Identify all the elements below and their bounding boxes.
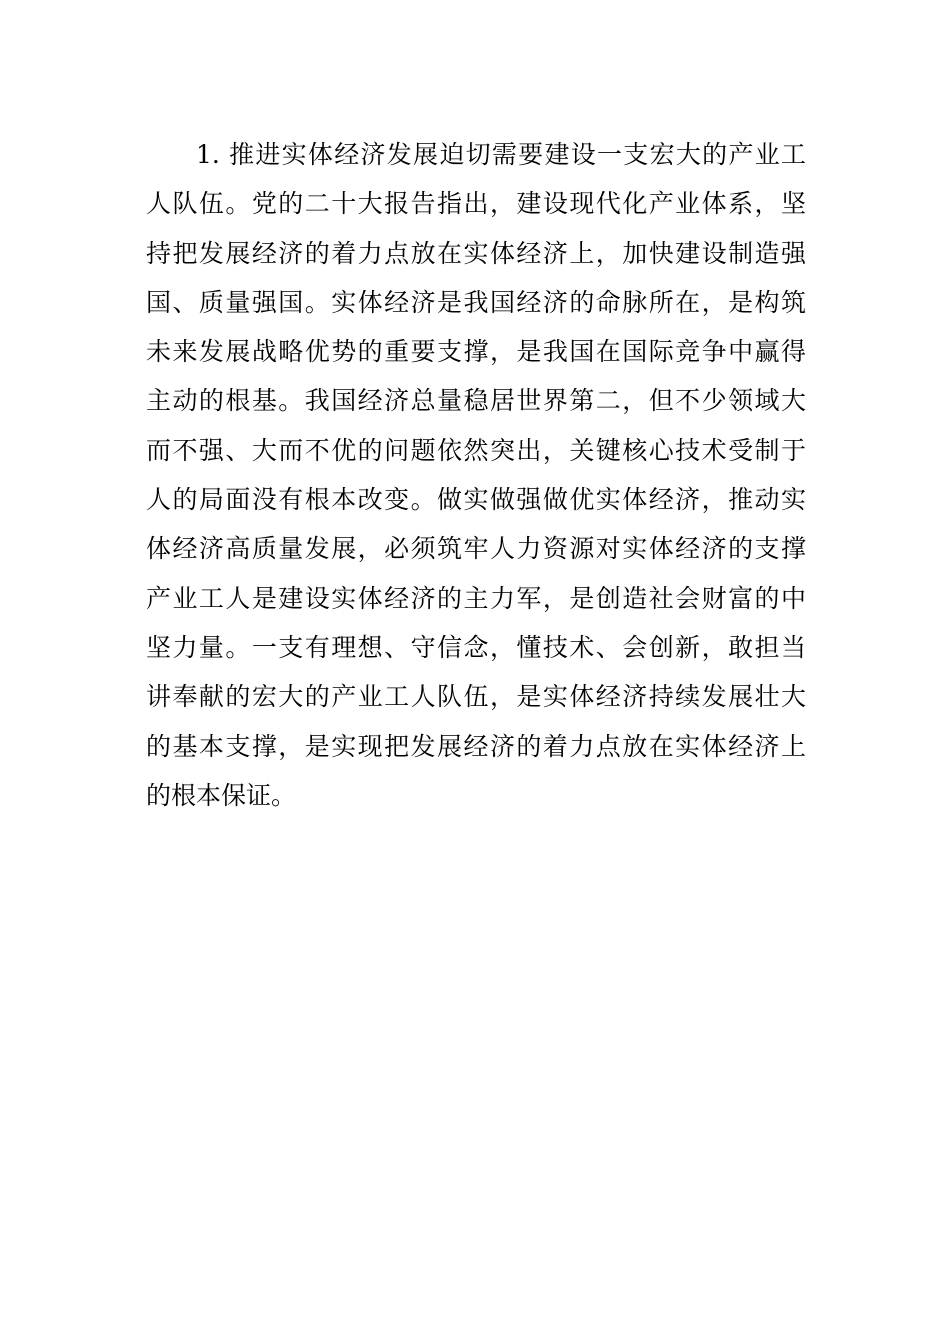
paragraph-line-5: 未来发展战略优势的重要支撑，是我国在国际竞争中赢得: [146, 337, 806, 367]
paragraph-line-13: 的基本支撑，是实现把发展经济的着力点放在实体经济上: [146, 731, 806, 761]
paragraph-line-8: 人的局面没有根本改变。做实做强做优实体经济，推动实: [146, 485, 806, 515]
paragraph-line-3: 持把发展经济的着力点放在实体经济上，加快建设制造强: [146, 238, 806, 268]
paragraph-line-6: 主动的根基。我国经济总量稳居世界第二，但不少领域大: [146, 386, 806, 416]
paragraph-line-12: 讲奉献的宏大的产业工人队伍，是实体经济持续发展壮大: [146, 682, 806, 712]
paragraph-line-2: 人队伍。党的二十大报告指出，建设现代化产业体系，坚: [146, 189, 806, 219]
paragraph-line-7: 而不强、大而不优的问题依然突出，关键核心技术受制于: [146, 435, 806, 465]
paragraph-line-10: 产业工人是建设实体经济的主力军，是创造社会财富的中: [146, 583, 806, 613]
paragraph-line-9: 体经济高质量发展，必须筑牢人力资源对实体经济的支撑: [146, 534, 806, 564]
paragraph-line-11: 坚力量。一支有理想、守信念，懂技术、会创新，敢担当: [146, 632, 806, 662]
paragraph-line-14: 的根本保证。: [146, 780, 297, 810]
paragraph-line-4: 国、质量强国。实体经济是我国经济的命脉所在，是构筑: [146, 287, 806, 317]
body-paragraph: [146, 130, 806, 820]
paragraph-line-1: 1. 推进实体经济发展迫切需要建设一支宏大的产业工: [196, 140, 806, 169]
